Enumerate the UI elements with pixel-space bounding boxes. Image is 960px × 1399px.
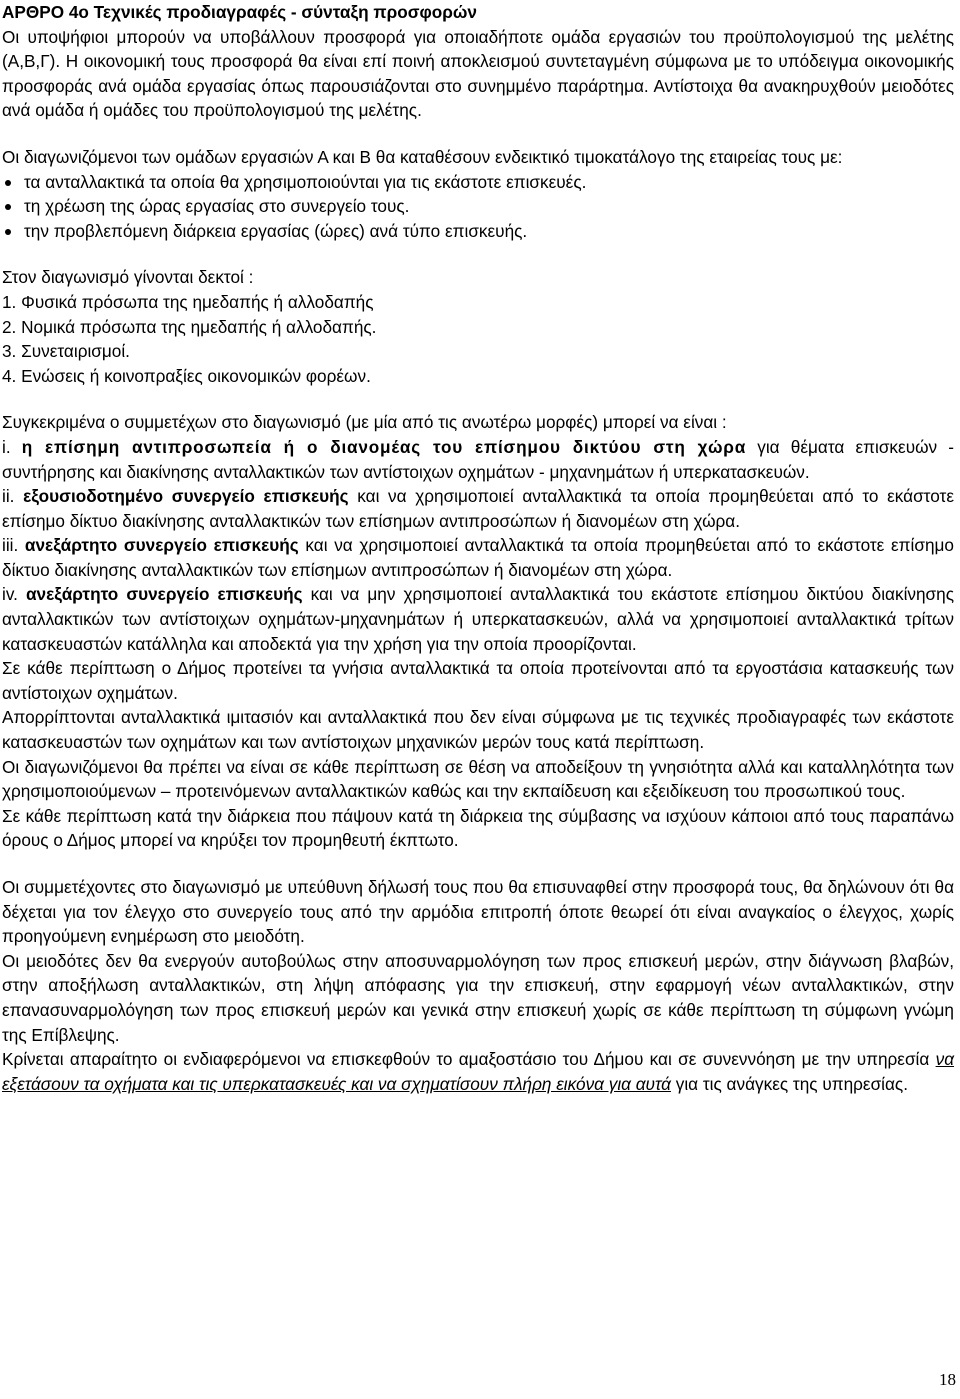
page-number: 18	[939, 1370, 956, 1390]
catalogue-lead: Οι διαγωνιζόμενοι των ομάδων εργασιών Α και Β θα καταθέσουν ενδεικτικό τιμοκατάλογο της εταιρείας τους με:	[2, 146, 843, 167]
bullet-icon	[5, 180, 11, 186]
participant-paragraph: Σε κάθε περίπτωση κατά την διάρκεια που πάψουν κατά τη διάρκεια της σύμβασης να ισχύουν κάποιοι από τους παραπάνω όρους ο Δήμος μπορεί να κηρύξει τον προμηθευτή έκπτωτο.	[2, 805, 954, 851]
list-item: 2. Νομικά πρόσωπα της ημεδαπής ή αλλοδαπής.	[2, 316, 377, 337]
statement-paragraph: Οι συμμετέχοντες στο διαγωνισμό με υπεύθυνη δήλωσή τους που θα επισυναφθεί στην προσφορά τους, θα δηλώνουν ότι θα δέχεται για τον έλεγχο στο συνεργείο τους από την αρμόδια επιτροπή όποτε θεωρεί ότι είναι αναγκαίος ο έλεγχος, χωρίς προηγούμενη ενημέρωση στο μειοδότη.	[2, 877, 954, 947]
accepted-heading: Στον διαγωνισμό γίνονται δεκτοί :	[2, 267, 254, 288]
bullet-icon	[5, 204, 11, 210]
participant-paragraph: Απορρίπτονται ανταλλακτικά ιμιτασιόν και ανταλλακτικά που δεν είναι σύμφωνα με τις τεχνικές προδιαγραφές των εκάστοτε κατασκευαστών των οχημάτων και των αντίστοιχων μηχανικών μερών τους κατά περίπτωση.	[2, 707, 954, 753]
intro-paragraph: Οι υποψήφιοι μπορούν να υποβάλλουν προσφορά για οποιαδήποτε ομάδα εργασιών του προϋπολογισμού της μελέτης (Α,Β,Γ). Η οικονομική τους προσφορά θα είναι επί ποινή αποκλεισμού συντεταγμένη σύμφωνα με το υπόδειγμα οικονομικής προσφοράς ανά ομάδα εργασίας όπως παρουσιάζονται στο συνημμένο παράρτημα. Αντίστοιχα θα ανακηρυχθούν μειοδότες ανά ομάδα ή ομάδες του προϋπολογισμού της μελέτης.	[2, 26, 954, 121]
participant-option: ii. εξουσιοδοτημένο συνεργείο επισκευής και να χρησιμοποιεί ανταλλακτικά τα οποία προμηθεύεται από το εκάστοτε επίσημο δίκτυο διακίνησης ανταλλακτικών των επίσημων αντιπροσώπων ή διανομέων στη χώρα.	[2, 486, 954, 531]
list-item: 3. Συνεταιρισμοί.	[2, 341, 130, 362]
article-title: ΑΡΘΡΟ 4ο Τεχνικές προδιαγραφές - σύνταξη προσφορών	[2, 2, 477, 22]
bullet-icon	[5, 229, 11, 235]
catalogue-bullet-list	[2, 170, 954, 244]
list-item: τα ανταλλακτικά τα οποία θα χρησιμοποιούνται για τις εκάστοτε επισκευές.	[2, 170, 954, 195]
list-item: 1. Φυσικά πρόσωπα της ημεδαπής ή αλλοδαπής	[2, 291, 374, 312]
participant-option: i. η επίσημη αντιπροσωπεία ή ο διανομέας του επίσημου δικτύου στη χώρα για θέματα επισκευών - συντήρησης και διακίνησης ανταλλακτικών των αντίστοιχων οχημάτων - μηχανημάτων ή υπερκατασκευών.	[2, 436, 954, 482]
participant-option: iii. ανεξάρτητο συνεργείο επισκευής και να χρησιμοποιεί ανταλλακτικά τα οποία προμηθεύεται από το εκάστοτε επίσημο δίκτυο διακίνησης ανταλλακτικών των επίσημων αντιπροσώπων ή διανομέων στη χώρα.	[2, 535, 954, 580]
statement-paragraph: Κρίνεται απαραίτητο οι ενδιαφερόμενοι να επισκεφθούν το αμαξοστάσιο του Δήμου και σε συνεννόηση με την υπηρεσία να εξετάσουν τα οχήματα και τις υπερκατασκευές και να σχηματίσουν πλήρη εικόνα για αυτά για τις ανάγκες της υπηρεσίας.	[2, 1049, 954, 1094]
participant-option: iv. ανεξάρτητο συνεργείο επισκευής και να μην χρησιμοποιεί ανταλλακτικά του εκάστοτε επίσημου δικτύου διακίνησης ανταλλακτικών των αντίστοιχων οχημάτων-μηχανημάτων ή υπερκατασκευών, αλλά να χρησιμοποιεί ανταλλακτικά τρίτων κατασκευαστών κατάλληλα και αποδεκτά για την χρήση για την οποία προορίζονται.	[2, 584, 954, 654]
participant-paragraph: Οι διαγωνιζόμενοι θα πρέπει να είναι σε κάθε περίπτωση σε θέση να αποδείξουν τη γνησιότητα αλλά και καταλληλότητα των χρησιμοποιούμενων – προτεινόμενων ανταλλακτικών καθώς και την εκπαίδευση και εξειδίκευση του προσωπικού τους.	[2, 756, 954, 802]
document-page	[2, 0, 954, 1096]
list-item: τη χρέωση της ώρας εργασίας στο συνεργείο τους.	[2, 194, 954, 219]
statement-paragraph: Οι μειοδότες δεν θα ενεργούν αυτοβούλως στην αποσυναρμολόγηση των προς επισκευή μερών, στην διάγνωση βλαβών, στην αποξήλωση ανταλλακτικών, στη λήψη απόφασης για την επισκευή, στην εφαρμογή νέων ανταλλακτικών, στην επανασυναρμολόγηση των προς επισκευή μερών και γενικά στην επισκευή χωρίς σε κάθε περίπτωση τη σύμφωνη γνώμη της Επίβλεψης.	[2, 950, 954, 1045]
list-item: 4. Ενώσεις ή κοινοπραξίες οικονομικών φορέων.	[2, 365, 371, 386]
list-item: την προβλεπόμενη διάρκεια εργασίας (ώρες) ανά τύπο επισκευής.	[2, 219, 954, 244]
participant-lead: Συγκεκριμένα ο συμμετέχων στο διαγωνισμό (με μία από τις ανωτέρω μορφές) μπορεί να είναι :	[2, 412, 727, 433]
emphasized-text: να εξετάσουν τα οχήματα και τις υπερκατασκευές και να σχηματίσουν πλήρη εικόνα για αυτά	[2, 1049, 954, 1094]
participant-paragraph: Σε κάθε περίπτωση ο Δήμος προτείνει τα γνήσια ανταλλακτικά τα οποία προτείνονται από τα εργοστάσια κατασκευής των αντίστοιχων οχημάτων.	[2, 658, 954, 703]
